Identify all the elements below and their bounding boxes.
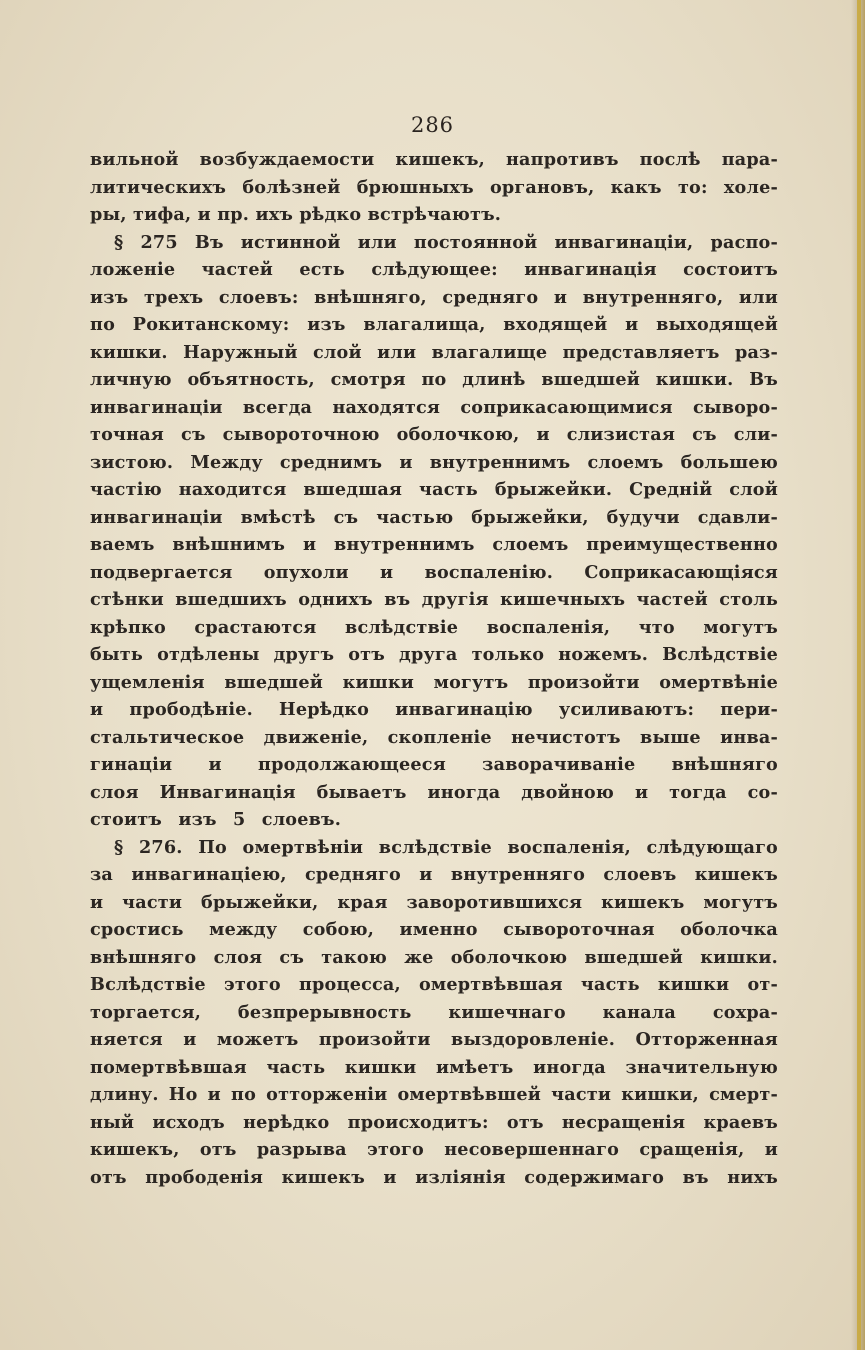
text-line: ложеніе частей есть слѣдующее: инвагинація состоитъ — [90, 259, 778, 280]
text-line: за инвагинаціею, средняго и внутренняго слоевъ кишекъ — [90, 864, 778, 885]
text-line: няется и можетъ произойти выздоровленіе. Отторженная — [90, 1029, 778, 1050]
text-line: и прободѣніе. Нерѣдко инвагинацію усиливаютъ: пери- — [90, 699, 778, 720]
text-line: литическихъ болѣзней брюшныхъ органовъ, какъ то: холе- — [90, 176, 778, 198]
text-line: сростись между собою, именно сывороточная оболочка — [90, 919, 778, 940]
text-line: стѣнки вшедшихъ однихъ въ другія кишечныхъ частей столь — [90, 589, 778, 610]
text-line: гинаціи и продолжающееся заворачиваніе внѣшняго — [90, 754, 778, 775]
text-line: частію находится вшедшая часть брыжейки. Средній слой — [90, 479, 778, 500]
text-line: ный исходъ нерѣдко происходитъ: отъ несращенія краевъ — [90, 1111, 778, 1133]
text-line: изъ трехъ слоевъ: внѣшняго, средняго и внутренняго, или — [90, 286, 778, 308]
text-line: стальтическое движеніе, скопленіе нечистотъ выше инва- — [90, 726, 778, 748]
text-line: ущемленія вшедшей кишки могутъ произойти омертвѣніе — [90, 671, 778, 693]
text-line: инвагинаціи всегда находятся соприкасающимися сыворо- — [90, 396, 778, 418]
text-line: отъ прободенія кишекъ и изліянія содержимаго въ нихъ — [90, 1166, 778, 1188]
paragraph-start-line: § 276. По омертвѣніи вслѣдствіе воспаленія, слѣдующаго — [114, 836, 778, 858]
text-line: помертвѣвшая часть кишки имѣетъ иногда значительную — [90, 1056, 778, 1078]
text-line: по Рокитанскому: изъ влагалища, входящей и выходящей — [90, 314, 778, 335]
text-line: зистою. Между среднимъ и внутреннимъ слоемъ большею — [90, 451, 778, 473]
text-line: ры, тифа, и пр. ихъ рѣдко встрѣчаютъ. — [90, 204, 502, 225]
text-line: кишки. Наружный слой или влагалище представляетъ раз- — [90, 341, 778, 363]
text-line: кишекъ, отъ разрыва этого несовершеннаго сращенія, и — [90, 1139, 778, 1160]
text-line: длину. Но и по отторженіи омертвѣвшей части кишки, смерт- — [90, 1084, 778, 1105]
text-line: точная съ сывороточною оболочкою, и слизистая съ сли- — [90, 424, 778, 445]
text-line: подвергается опухоли и воспаленію. Соприкасающіяся — [90, 561, 778, 583]
text-line: быть отдѣлены другъ отъ друга только ножемъ. Вслѣдствіе — [90, 644, 778, 665]
text-line: стоитъ изъ 5 слоевъ. — [90, 809, 342, 830]
page-body — [90, 146, 778, 1191]
text-line: слоя Инвагинація бываетъ иногда двойною и тогда со- — [90, 781, 778, 803]
text-line: вильной возбуждаемости кишекъ, напротивъ послѣ пара- — [90, 149, 778, 170]
text-line: и части брыжейки, края заворотившихся кишекъ могутъ — [90, 891, 778, 913]
text-line: торгается, безпрерывность кишечнаго канала сохра- — [90, 1001, 778, 1023]
text-line: внѣшняго слоя съ такою же оболочкою вшедшей кишки. — [90, 946, 778, 968]
page-number: 286 — [410, 113, 455, 137]
text-line: ваемъ внѣшнимъ и внутреннимъ слоемъ преимущественно — [90, 534, 778, 555]
text-line: инвагинаціи вмѣстѣ съ частью брыжейки, будучи сдавли- — [90, 506, 778, 528]
paragraph-start-line: § 275 Въ истинной или постоянной инвагинаціи, распо- — [114, 231, 778, 253]
text-line: Вслѣдствіе этого процесса, омертвѣвшая часть кишки от- — [90, 974, 778, 995]
text-line: личную объятность, смотря по длинѣ вшедшей кишки. Въ — [90, 369, 778, 390]
text-line: крѣпко срастаются вслѣдствіе воспаленія, что могутъ — [90, 616, 778, 638]
page-edge-strip — [857, 0, 861, 1350]
